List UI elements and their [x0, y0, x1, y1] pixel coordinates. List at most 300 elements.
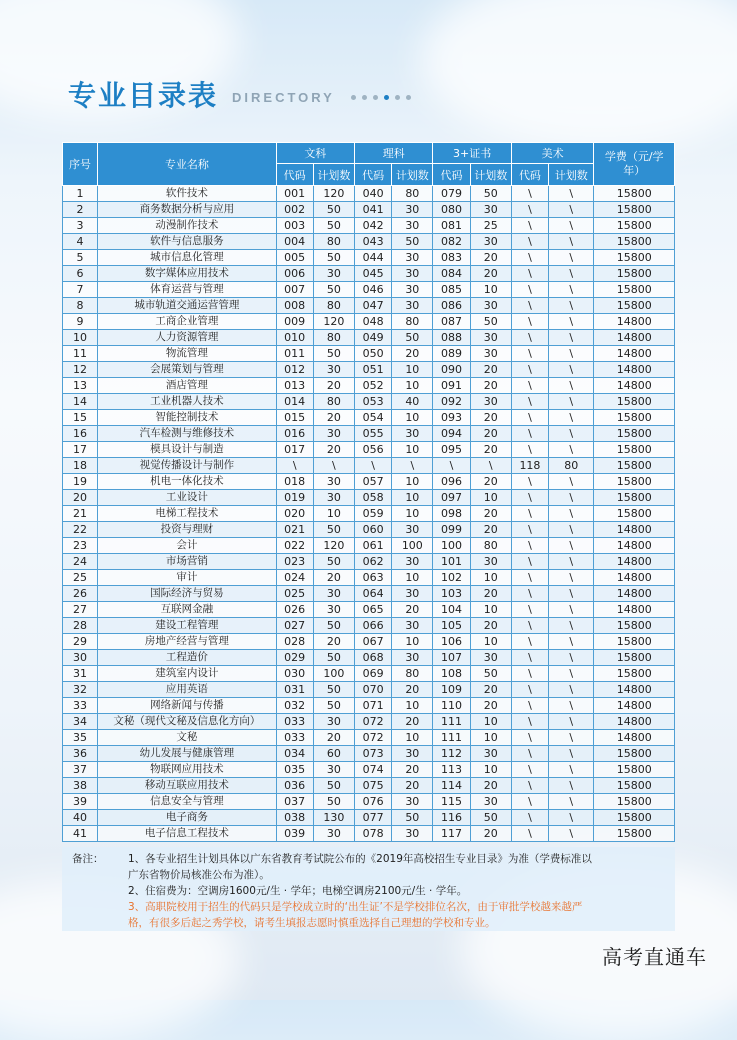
cell-science-plan: 10: [392, 506, 433, 522]
cell-science-plan: 10: [392, 378, 433, 394]
table-body: [63, 186, 675, 842]
cell-art-code: \: [511, 746, 548, 762]
cell-name: 电子商务: [98, 810, 277, 826]
cell-name: 会计: [98, 538, 277, 554]
cell-seq: 23: [63, 538, 98, 554]
cell-liberal-plan: 80: [313, 394, 354, 410]
cell-science-plan: 10: [392, 698, 433, 714]
cell-fee: 14800: [594, 554, 675, 570]
cell-3plus-code: 115: [433, 794, 470, 810]
cell-science-code: 066: [355, 618, 392, 634]
cell-3plus-plan: 20: [470, 250, 511, 266]
cell-science-plan: 20: [392, 762, 433, 778]
cell-name: 工程造价: [98, 650, 277, 666]
cell-3plus-plan: 20: [470, 474, 511, 490]
cell-seq: 24: [63, 554, 98, 570]
cell-art-code: \: [511, 666, 548, 682]
cell-fee: 14800: [594, 730, 675, 746]
cell-science-plan: 50: [392, 234, 433, 250]
cell-fee: 14800: [594, 698, 675, 714]
cell-name: 城市信息化管理: [98, 250, 277, 266]
cell-liberal-code: 010: [276, 330, 313, 346]
cell-art-code: \: [511, 730, 548, 746]
table-row: [63, 746, 675, 762]
table-row: [63, 810, 675, 826]
cell-name: 应用英语: [98, 682, 277, 698]
cell-art-plan: \: [549, 794, 594, 810]
dot-icon: [406, 95, 411, 100]
cell-science-code: 055: [355, 426, 392, 442]
cell-liberal-code: 022: [276, 538, 313, 554]
cell-3plus-code: 094: [433, 426, 470, 442]
cell-seq: 10: [63, 330, 98, 346]
cell-art-plan: \: [549, 202, 594, 218]
cell-3plus-code: 110: [433, 698, 470, 714]
page-title: 专业目录表: [68, 79, 219, 112]
cell-science-code: 044: [355, 250, 392, 266]
cell-art-plan: \: [549, 426, 594, 442]
cell-liberal-code: 033: [276, 714, 313, 730]
cell-seq: 21: [63, 506, 98, 522]
cell-art-code: \: [511, 714, 548, 730]
cell-art-code: \: [511, 810, 548, 826]
cell-3plus-code: 080: [433, 202, 470, 218]
cell-liberal-plan: 120: [313, 186, 354, 202]
cell-art-code: \: [511, 618, 548, 634]
cell-fee: 15800: [594, 186, 675, 202]
cell-3plus-plan: 30: [470, 346, 511, 362]
cell-art-plan: \: [549, 234, 594, 250]
cell-art-plan: \: [549, 618, 594, 634]
cell-science-code: 052: [355, 378, 392, 394]
cell-3plus-plan: 20: [470, 362, 511, 378]
cell-name: 文秘: [98, 730, 277, 746]
cell-liberal-plan: 30: [313, 586, 354, 602]
cell-name: 工业机器人技术: [98, 394, 277, 410]
note-1: 1、各专业招生计划具体以广东省教育考试院公布的《2019年高校招生专业目录》为准（学费标准以: [128, 853, 592, 865]
cell-3plus-plan: 10: [470, 714, 511, 730]
cell-science-code: 072: [355, 730, 392, 746]
cell-liberal-plan: 120: [313, 314, 354, 330]
cell-art-plan: \: [549, 394, 594, 410]
cell-name: 建筑室内设计: [98, 666, 277, 682]
cell-3plus-plan: 30: [470, 298, 511, 314]
cell-3plus-code: 086: [433, 298, 470, 314]
cell-science-plan: 10: [392, 490, 433, 506]
table-row: [63, 762, 675, 778]
cell-fee: 15800: [594, 202, 675, 218]
cell-art-code: \: [511, 474, 548, 490]
table-row: [63, 266, 675, 282]
table-row: [63, 714, 675, 730]
table-row: [63, 698, 675, 714]
cell-art-plan: \: [549, 346, 594, 362]
header-group-science: 理科: [355, 143, 433, 164]
cell-liberal-plan: 80: [313, 330, 354, 346]
cell-art-code: \: [511, 346, 548, 362]
cell-liberal-plan: 130: [313, 810, 354, 826]
cell-science-plan: 10: [392, 634, 433, 650]
cell-3plus-code: 104: [433, 602, 470, 618]
cell-art-plan: \: [549, 650, 594, 666]
cell-name: 软件技术: [98, 186, 277, 202]
cell-name: 体育运营与管理: [98, 282, 277, 298]
table-row: [63, 538, 675, 554]
cell-3plus-code: 079: [433, 186, 470, 202]
cell-science-plan: 30: [392, 282, 433, 298]
cell-fee: 15800: [594, 250, 675, 266]
note-2: 2、住宿费为：空调房1600元/生 · 学年；电梯空调房2100元/生 · 学年。: [128, 885, 468, 897]
cell-art-code: \: [511, 778, 548, 794]
cell-liberal-plan: 50: [313, 794, 354, 810]
cell-art-code: \: [511, 282, 548, 298]
cell-liberal-code: 020: [276, 506, 313, 522]
cell-liberal-code: 012: [276, 362, 313, 378]
cell-fee: 15800: [594, 810, 675, 826]
cell-seq: 37: [63, 762, 98, 778]
cell-art-plan: \: [549, 314, 594, 330]
table-row: [63, 218, 675, 234]
cell-liberal-code: 016: [276, 426, 313, 442]
cell-fee: 15800: [594, 490, 675, 506]
cell-3plus-plan: 20: [470, 618, 511, 634]
cell-liberal-plan: 100: [313, 666, 354, 682]
cell-3plus-plan: 10: [470, 762, 511, 778]
cell-3plus-code: 093: [433, 410, 470, 426]
notes-box: [62, 847, 675, 931]
cell-art-plan: \: [549, 714, 594, 730]
cell-liberal-plan: 80: [313, 298, 354, 314]
header-plan: 计划数: [313, 164, 354, 186]
cell-seq: 18: [63, 458, 98, 474]
cell-fee: 15800: [594, 794, 675, 810]
cell-seq: 8: [63, 298, 98, 314]
cell-science-plan: 30: [392, 650, 433, 666]
cell-science-code: 068: [355, 650, 392, 666]
cell-3plus-code: 105: [433, 618, 470, 634]
cell-liberal-plan: 30: [313, 490, 354, 506]
cell-liberal-code: 003: [276, 218, 313, 234]
cell-art-plan: \: [549, 298, 594, 314]
cell-liberal-plan: 50: [313, 218, 354, 234]
table-row: [63, 282, 675, 298]
cell-liberal-code: 018: [276, 474, 313, 490]
cell-3plus-code: 084: [433, 266, 470, 282]
cell-fee: 15800: [594, 442, 675, 458]
cell-3plus-plan: 10: [470, 730, 511, 746]
cell-science-plan: 30: [392, 618, 433, 634]
cell-name: 审计: [98, 570, 277, 586]
cell-3plus-plan: 30: [470, 554, 511, 570]
cell-liberal-plan: 50: [313, 250, 354, 266]
cell-liberal-code: 026: [276, 602, 313, 618]
cell-art-plan: \: [549, 250, 594, 266]
cell-seq: 3: [63, 218, 98, 234]
cell-fee: 15800: [594, 218, 675, 234]
cell-seq: 22: [63, 522, 98, 538]
cell-3plus-code: \: [433, 458, 470, 474]
cell-science-code: 041: [355, 202, 392, 218]
header-code: 代码: [511, 164, 548, 186]
cell-liberal-plan: 50: [313, 778, 354, 794]
cell-3plus-plan: 20: [470, 586, 511, 602]
cell-3plus-code: 111: [433, 714, 470, 730]
cell-seq: 7: [63, 282, 98, 298]
cell-3plus-plan: 20: [470, 522, 511, 538]
cell-name: 数字媒体应用技术: [98, 266, 277, 282]
cell-3plus-plan: 50: [470, 314, 511, 330]
header-fee: [594, 143, 675, 186]
cell-liberal-code: 002: [276, 202, 313, 218]
cell-art-plan: \: [549, 506, 594, 522]
cell-fee: 15800: [594, 474, 675, 490]
cell-art-plan: \: [549, 762, 594, 778]
cell-science-plan: 30: [392, 426, 433, 442]
cell-fee: 14800: [594, 362, 675, 378]
page-subtitle: DIRECTORY: [232, 89, 335, 105]
cell-liberal-code: 013: [276, 378, 313, 394]
cell-liberal-plan: 30: [313, 762, 354, 778]
cell-liberal-plan: 30: [313, 826, 354, 842]
cell-fee: 14800: [594, 538, 675, 554]
cell-3plus-plan: 20: [470, 698, 511, 714]
cell-fee: 15800: [594, 618, 675, 634]
cell-science-plan: 30: [392, 554, 433, 570]
cell-name: 汽车检测与维修技术: [98, 426, 277, 442]
cell-science-code: 074: [355, 762, 392, 778]
cell-art-code: \: [511, 570, 548, 586]
cell-name: 国际经济与贸易: [98, 586, 277, 602]
cell-liberal-plan: 10: [313, 506, 354, 522]
cell-seq: 1: [63, 186, 98, 202]
cell-art-code: \: [511, 234, 548, 250]
cell-liberal-code: 035: [276, 762, 313, 778]
cell-seq: 32: [63, 682, 98, 698]
cell-3plus-plan: 10: [470, 282, 511, 298]
cell-fee: 14800: [594, 314, 675, 330]
cell-liberal-plan: 80: [313, 234, 354, 250]
cell-science-code: 056: [355, 442, 392, 458]
table-row: [63, 250, 675, 266]
cell-art-plan: \: [549, 410, 594, 426]
cell-science-code: 058: [355, 490, 392, 506]
cell-name: 智能控制技术: [98, 410, 277, 426]
cell-art-code: \: [511, 442, 548, 458]
cell-liberal-plan: 20: [313, 634, 354, 650]
cell-fee: 14800: [594, 714, 675, 730]
cell-fee: 14800: [594, 682, 675, 698]
cell-3plus-code: 081: [433, 218, 470, 234]
cell-liberal-plan: 30: [313, 602, 354, 618]
cell-3plus-code: 116: [433, 810, 470, 826]
cell-science-plan: 30: [392, 218, 433, 234]
cell-liberal-plan: 50: [313, 682, 354, 698]
cell-3plus-plan: 20: [470, 682, 511, 698]
cell-name: 机电一体化技术: [98, 474, 277, 490]
header-seq: 序号: [63, 143, 98, 186]
cell-fee: 15800: [594, 458, 675, 474]
cell-art-code: \: [511, 698, 548, 714]
cell-fee: 15800: [594, 234, 675, 250]
cell-fee: 15800: [594, 778, 675, 794]
cell-liberal-code: 007: [276, 282, 313, 298]
cell-fee: 15800: [594, 762, 675, 778]
cell-liberal-code: 036: [276, 778, 313, 794]
cell-liberal-plan: 50: [313, 346, 354, 362]
cell-liberal-code: 017: [276, 442, 313, 458]
cell-seq: 39: [63, 794, 98, 810]
cell-3plus-plan: 20: [470, 378, 511, 394]
cell-science-plan: 10: [392, 410, 433, 426]
cell-liberal-code: 025: [276, 586, 313, 602]
cell-liberal-code: 029: [276, 650, 313, 666]
cell-liberal-code: 009: [276, 314, 313, 330]
cell-seq: 17: [63, 442, 98, 458]
cell-fee: 14800: [594, 378, 675, 394]
cell-science-plan: 10: [392, 570, 433, 586]
cell-seq: 25: [63, 570, 98, 586]
cell-3plus-code: 097: [433, 490, 470, 506]
cell-3plus-code: 083: [433, 250, 470, 266]
cell-science-code: 077: [355, 810, 392, 826]
cell-name: 会展策划与管理: [98, 362, 277, 378]
cell-3plus-plan: 50: [470, 186, 511, 202]
cell-science-code: 076: [355, 794, 392, 810]
cell-3plus-code: 100: [433, 538, 470, 554]
cell-science-code: 072: [355, 714, 392, 730]
cell-seq: 16: [63, 426, 98, 442]
cell-3plus-plan: 20: [470, 778, 511, 794]
cell-art-code: \: [511, 682, 548, 698]
cell-seq: 9: [63, 314, 98, 330]
cell-name: 互联网金融: [98, 602, 277, 618]
cell-fee: 14800: [594, 330, 675, 346]
cell-seq: 30: [63, 650, 98, 666]
cell-name: 视觉传播设计与制作: [98, 458, 277, 474]
cell-art-code: \: [511, 538, 548, 554]
cell-liberal-plan: 50: [313, 522, 354, 538]
cell-liberal-plan: 50: [313, 202, 354, 218]
cell-art-code: \: [511, 378, 548, 394]
cell-3plus-plan: 10: [470, 602, 511, 618]
cell-3plus-code: 117: [433, 826, 470, 842]
table-row: [63, 442, 675, 458]
table-row: [63, 586, 675, 602]
note-3-continued: 格，有很多后起之秀学校，请考生填报志愿时慎重选择自己理想的学校和专业。: [128, 917, 496, 929]
cell-science-plan: 10: [392, 474, 433, 490]
cell-science-code: 063: [355, 570, 392, 586]
cell-fee: 15800: [594, 266, 675, 282]
cell-science-plan: 80: [392, 314, 433, 330]
cell-art-plan: \: [549, 570, 594, 586]
table-row: [63, 650, 675, 666]
cell-liberal-code: 021: [276, 522, 313, 538]
cell-3plus-plan: 50: [470, 810, 511, 826]
cell-art-code: \: [511, 490, 548, 506]
cell-name: 软件与信息服务: [98, 234, 277, 250]
cell-liberal-code: 023: [276, 554, 313, 570]
cell-name: 电梯工程技术: [98, 506, 277, 522]
cell-3plus-code: 092: [433, 394, 470, 410]
cell-3plus-plan: 30: [470, 202, 511, 218]
cell-art-plan: \: [549, 442, 594, 458]
cell-science-plan: 20: [392, 346, 433, 362]
cell-science-plan: 30: [392, 298, 433, 314]
cell-name: 工业设计: [98, 490, 277, 506]
cell-art-plan: \: [549, 730, 594, 746]
cell-art-plan: \: [549, 522, 594, 538]
cell-fee: 15800: [594, 426, 675, 442]
cell-science-code: 060: [355, 522, 392, 538]
cell-science-code: 047: [355, 298, 392, 314]
cell-name: 酒店管理: [98, 378, 277, 394]
cell-liberal-code: 028: [276, 634, 313, 650]
cell-science-plan: 10: [392, 442, 433, 458]
cell-art-code: \: [511, 522, 548, 538]
cell-seq: 4: [63, 234, 98, 250]
dot-icon: [384, 95, 389, 100]
cell-art-code: \: [511, 362, 548, 378]
cell-fee: 15800: [594, 410, 675, 426]
cell-seq: 6: [63, 266, 98, 282]
cell-art-code: \: [511, 762, 548, 778]
cell-science-code: 045: [355, 266, 392, 282]
cell-liberal-code: 011: [276, 346, 313, 362]
cell-3plus-plan: 10: [470, 570, 511, 586]
table-row: [63, 298, 675, 314]
cell-3plus-code: 085: [433, 282, 470, 298]
cell-fee: 14800: [594, 586, 675, 602]
cell-science-plan: 20: [392, 602, 433, 618]
cell-science-plan: 30: [392, 250, 433, 266]
table-row: [63, 554, 675, 570]
cell-liberal-plan: 120: [313, 538, 354, 554]
table-row: [63, 570, 675, 586]
header-code: 代码: [276, 164, 313, 186]
table-row: [63, 522, 675, 538]
cell-art-plan: \: [549, 538, 594, 554]
cell-fee: 15800: [594, 506, 675, 522]
header-group-art: 美术: [511, 143, 594, 164]
cell-seq: 34: [63, 714, 98, 730]
cell-seq: 36: [63, 746, 98, 762]
header-plan: 计划数: [470, 164, 511, 186]
cloud-decoration: [420, 0, 737, 150]
cell-science-code: 042: [355, 218, 392, 234]
cell-science-code: \: [355, 458, 392, 474]
cell-3plus-code: 101: [433, 554, 470, 570]
cell-science-plan: \: [392, 458, 433, 474]
cell-seq: 33: [63, 698, 98, 714]
cell-liberal-plan: 50: [313, 698, 354, 714]
cell-liberal-plan: 20: [313, 730, 354, 746]
cell-name: 动漫制作技术: [98, 218, 277, 234]
cell-seq: 20: [63, 490, 98, 506]
cell-art-plan: \: [549, 282, 594, 298]
header-plan: 计划数: [392, 164, 433, 186]
cell-liberal-code: \: [276, 458, 313, 474]
cell-science-code: 064: [355, 586, 392, 602]
cell-3plus-plan: 20: [470, 266, 511, 282]
cell-3plus-plan: 50: [470, 666, 511, 682]
cell-3plus-code: 103: [433, 586, 470, 602]
cell-liberal-plan: 20: [313, 570, 354, 586]
table-row: [63, 362, 675, 378]
cell-seq: 31: [63, 666, 98, 682]
table-row: [63, 202, 675, 218]
dot-icon: [395, 95, 400, 100]
cell-name: 投资与理财: [98, 522, 277, 538]
